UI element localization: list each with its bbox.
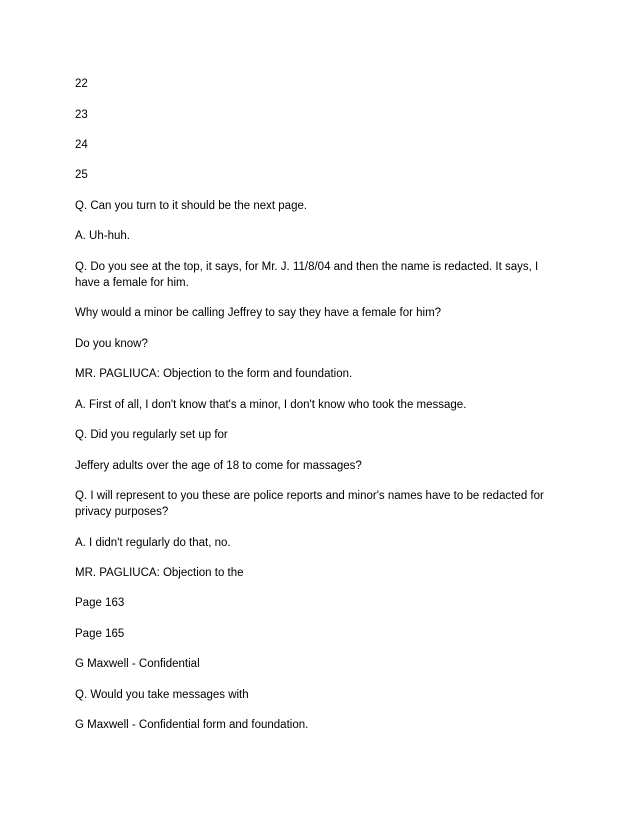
line-number-22: 22	[75, 78, 88, 90]
page-number-165: Page 165	[75, 628, 125, 640]
answer-uh-huh: A. Uh-huh.	[75, 230, 130, 242]
question-next-page: Q. Can you turn to it should be the next page.	[75, 200, 308, 212]
objection-form-foundation: MR. PAGLIUCA: Objection to the form and foundation.	[75, 368, 353, 380]
question-take-messages: Q. Would you take messages with	[75, 689, 249, 701]
question-police-reports: Q. I will represent to you these are police reports and minor's names have to be redacted for privacy purposes?	[75, 490, 544, 518]
question-do-you-know: Do you know?	[75, 338, 148, 350]
confidential-footer: G Maxwell - Confidential	[75, 658, 200, 670]
answer-first-of-all: A. First of all, I don't know that's a minor, I don't know who took the message.	[75, 399, 467, 411]
question-adults-over-18: Jeffery adults over the age of 18 to come for massages?	[75, 460, 362, 472]
question-why-minor: Why would a minor be calling Jeffrey to say they have a female for him?	[75, 307, 442, 319]
page-number-163: Page 163	[75, 597, 125, 609]
objection-to-the: MR. PAGLIUCA: Objection to the	[75, 567, 244, 579]
line-number-23: 23	[75, 109, 88, 121]
question-regularly-set-up: Q. Did you regularly set up for	[75, 429, 228, 441]
question-top-of-page: Q. Do you see at the top, it says, for Mr. J. 11/8/04 and then the name is redacted. It says, I have a female for him.	[75, 261, 539, 289]
line-number-25: 25	[75, 169, 88, 181]
line-number-24: 24	[75, 139, 88, 151]
answer-didnt-regularly: A. I didn't regularly do that, no.	[75, 537, 231, 549]
confidential-footer-form: G Maxwell - Confidential form and foundation.	[75, 719, 309, 731]
